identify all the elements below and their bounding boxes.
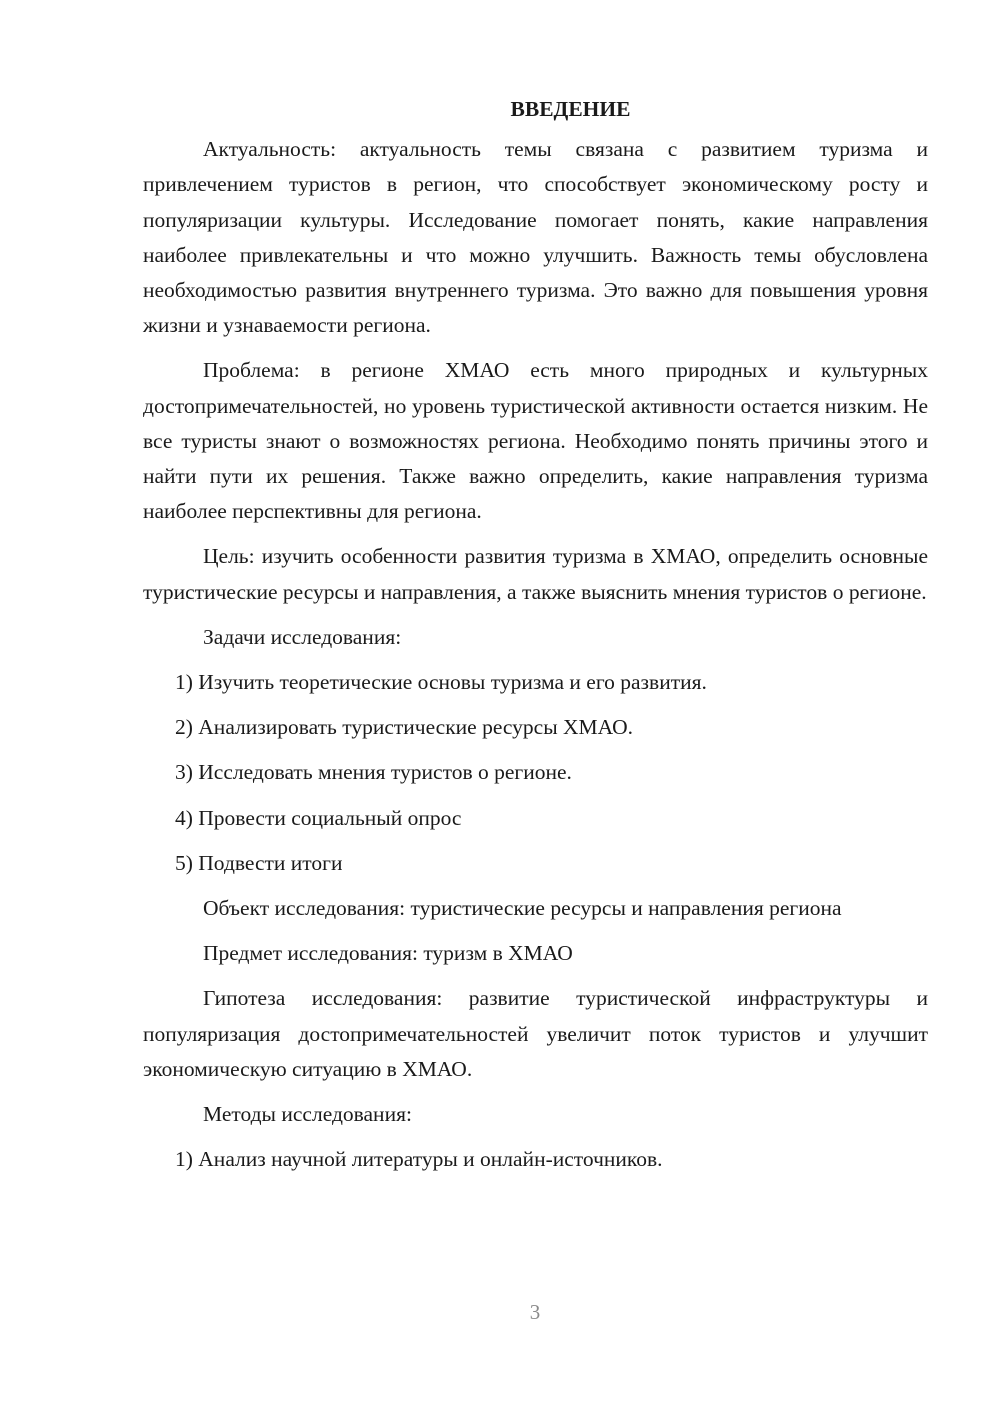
task-item: 2) Анализировать туристические ресурсы ХМАО. bbox=[175, 715, 634, 740]
hypothesis-paragraph: Гипотеза исследования: развитие туристической инфраструктуры и популяризация достопримечательностей увеличит поток туристов и улучшит экономическую ситуацию в ХМАО. bbox=[143, 986, 928, 1081]
task-item: 1) Изучить теоретические основы туризма и его развития. bbox=[175, 670, 707, 695]
methods-heading: Методы исследования: bbox=[203, 1102, 412, 1127]
task-item: 4) Провести социальный опрос bbox=[175, 805, 462, 830]
problem-paragraph: Проблема: в регионе ХМАО есть много природных и культурных достопримечательностей, но уровень туристической активности остается низким. Не все туристы знают о возможностях региона. Необходимо понять причины этого и найти пути их решения. Также важно определить, какие направления туризма наиболее перспективны для региона. bbox=[143, 358, 928, 524]
task-item: 5) Подвести итоги bbox=[175, 850, 343, 875]
tasks-list bbox=[143, 665, 928, 881]
document-page bbox=[143, 92, 928, 1187]
methods-list bbox=[143, 1142, 928, 1177]
tasks-heading: Задачи исследования: bbox=[203, 624, 402, 649]
section-title: ВВЕДЕНИЕ bbox=[510, 97, 631, 121]
subject-paragraph: Предмет исследования: туризм в ХМАО bbox=[203, 941, 573, 966]
method-item: 1) Анализ научной литературы и онлайн-источников. bbox=[175, 1147, 663, 1172]
task-item: 3) Исследовать мнения туристов о регионе. bbox=[175, 760, 572, 785]
relevance-paragraph: Актуальность: актуальность темы связана с развитием туризма и привлечением туристов в регион, что способствует экономическому росту и популяризации культуры. Исследование помогает понять, какие направления наиболее привлекательны и что можно улучшить. Важность темы обусловлена необходимостью развития внутреннего туризма. Это важно для повышения уровня жизни и узнаваемости региона. bbox=[143, 137, 928, 338]
object-paragraph: Объект исследования: туристические ресурсы и направления региона bbox=[203, 896, 842, 921]
goal-paragraph: Цель: изучить особенности развития туризма в ХМАО, определить основные туристические ресурсы и направления, а также выяснить мнения туристов о регионе. bbox=[143, 544, 928, 604]
page-number: 3 bbox=[529, 1300, 541, 1324]
